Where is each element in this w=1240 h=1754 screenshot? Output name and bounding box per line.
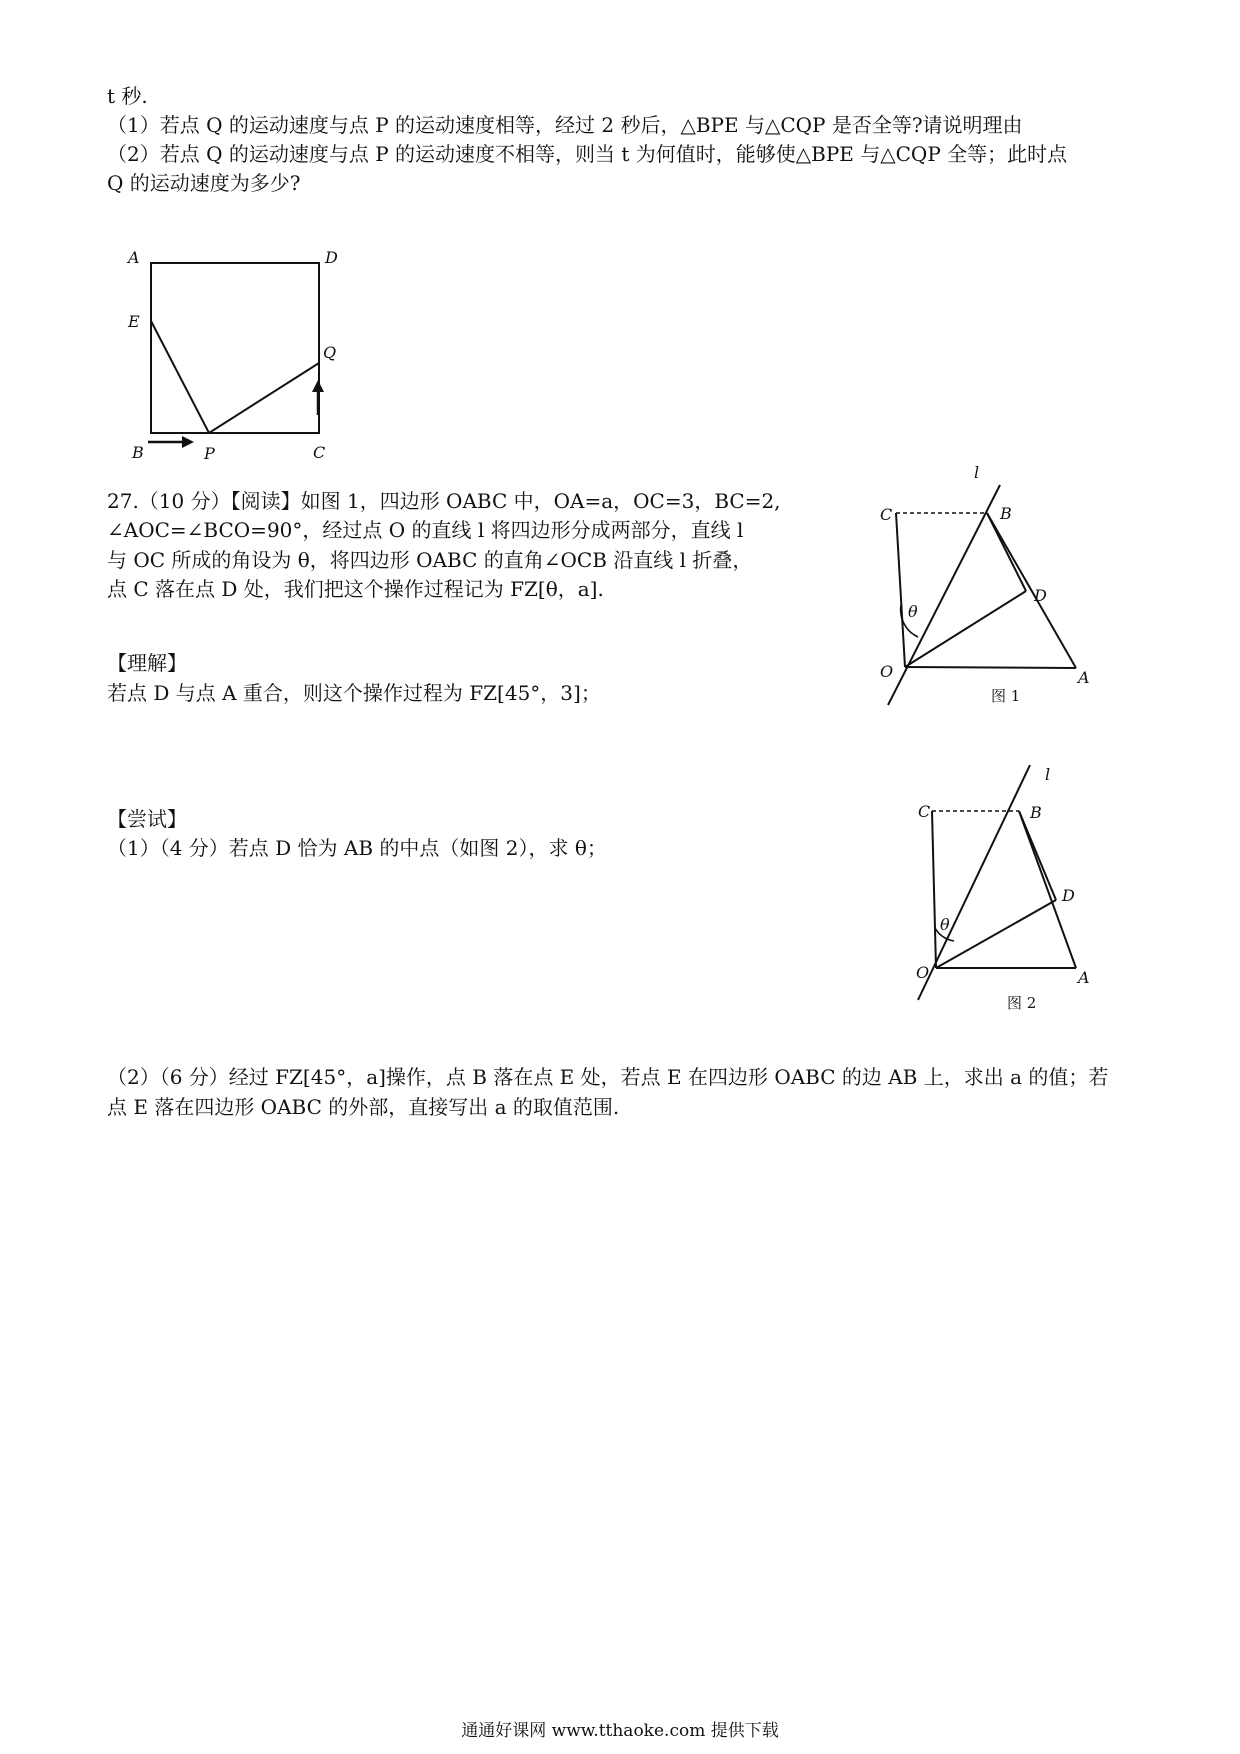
fig2-label-theta: θ bbox=[940, 915, 950, 934]
label-A: A bbox=[128, 248, 140, 267]
q26-square-figure bbox=[120, 240, 360, 480]
line-l bbox=[888, 485, 1000, 705]
square-outline bbox=[151, 263, 319, 433]
segments-EP-PQ bbox=[151, 321, 319, 433]
fig2-label-A: A bbox=[1078, 968, 1090, 987]
page-footer: 通通好课网 www.tthaoke.com 提供下载 bbox=[461, 1721, 779, 1741]
side-OC bbox=[896, 513, 905, 667]
segment-DB bbox=[987, 513, 1026, 591]
fig1-label-l: l bbox=[974, 465, 980, 482]
fig2-label-O: O bbox=[916, 963, 930, 982]
q27-line4: 点 C 落在点 D 处，我们把这个操作过程记为 FZ[θ，a]. bbox=[107, 577, 604, 601]
side-OA bbox=[905, 667, 1076, 668]
side-BA bbox=[987, 513, 1076, 668]
segment-DB bbox=[1019, 811, 1056, 900]
fig1-label-D: D bbox=[1034, 586, 1047, 605]
fig2-label-l: l bbox=[1045, 765, 1051, 784]
label-Q: Q bbox=[323, 343, 337, 362]
understand-heading: 【理解】 bbox=[107, 651, 187, 675]
figure-2 bbox=[880, 765, 1120, 1015]
fig1-label-A: A bbox=[1078, 668, 1090, 687]
segment-OD bbox=[905, 591, 1026, 667]
try-heading: 【尝试】 bbox=[107, 807, 187, 831]
fig1-caption: 图 1 bbox=[991, 687, 1021, 705]
understand-text: 若点 D 与点 A 重合，则这个操作过程为 FZ[45°，3]； bbox=[107, 681, 601, 705]
q26-part1: （1）若点 Q 的运动速度与点 P 的运动速度相等，经过 2 秒后，△BPE 与△CQP 是否全等?请说明理由 bbox=[107, 113, 1023, 137]
q26-tail: t 秒. bbox=[107, 84, 148, 108]
try-part1: （1）（4 分）若点 D 恰为 AB 的中点（如图 2），求 θ； bbox=[107, 836, 607, 860]
fig2-caption: 图 2 bbox=[1007, 994, 1037, 1012]
segment-OD bbox=[936, 900, 1056, 968]
label-D: D bbox=[325, 248, 338, 267]
fig1-label-C: C bbox=[880, 505, 893, 524]
label-C: C bbox=[313, 443, 326, 462]
q26-part2-line1: （2）若点 Q 的运动速度与点 P 的运动速度不相等，则当 t 为何值时，能够使△BPE 与△CQP 全等；此时点 bbox=[107, 142, 1068, 166]
try-part2-line1: （2）（6 分）经过 FZ[45°，a]操作，点 B 落在点 E 处，若点 E 在四边形 OABC 的边 AB 上，求出 a 的值；若 bbox=[107, 1065, 1109, 1089]
fig1-label-theta: θ bbox=[908, 602, 918, 621]
fig2-label-B: B bbox=[1030, 803, 1042, 822]
side-OC bbox=[932, 811, 936, 968]
try-part2-line2: 点 E 落在四边形 OABC 的外部，直接写出 a 的取值范围. bbox=[107, 1095, 620, 1119]
fig2-label-D: D bbox=[1062, 886, 1075, 905]
q26-part2-line2: Q 的运动速度为多少? bbox=[107, 171, 301, 195]
q27-line3: 与 OC 所成的角设为 θ，将四边形 OABC 的直角∠OCB 沿直线 l 折叠， bbox=[107, 548, 753, 572]
q27-line2: ∠AOC=∠BCO=90°，经过点 O 的直线 l 将四边形分成两部分，直线 l bbox=[107, 518, 744, 542]
q27-line1: 27.（10 分）【阅读】如图 1，四边形 OABC 中，OA=a，OC=3，BC=2, bbox=[107, 489, 781, 513]
figure-1 bbox=[860, 465, 1120, 725]
fig2-label-C: C bbox=[918, 802, 931, 821]
arrow-up-head bbox=[312, 380, 324, 392]
label-E: E bbox=[128, 312, 140, 331]
arrow-right-head bbox=[182, 436, 194, 448]
label-B: B bbox=[132, 443, 144, 462]
fig1-label-O: O bbox=[880, 662, 894, 681]
label-P: P bbox=[204, 444, 215, 463]
fig1-label-B: B bbox=[1000, 504, 1012, 523]
